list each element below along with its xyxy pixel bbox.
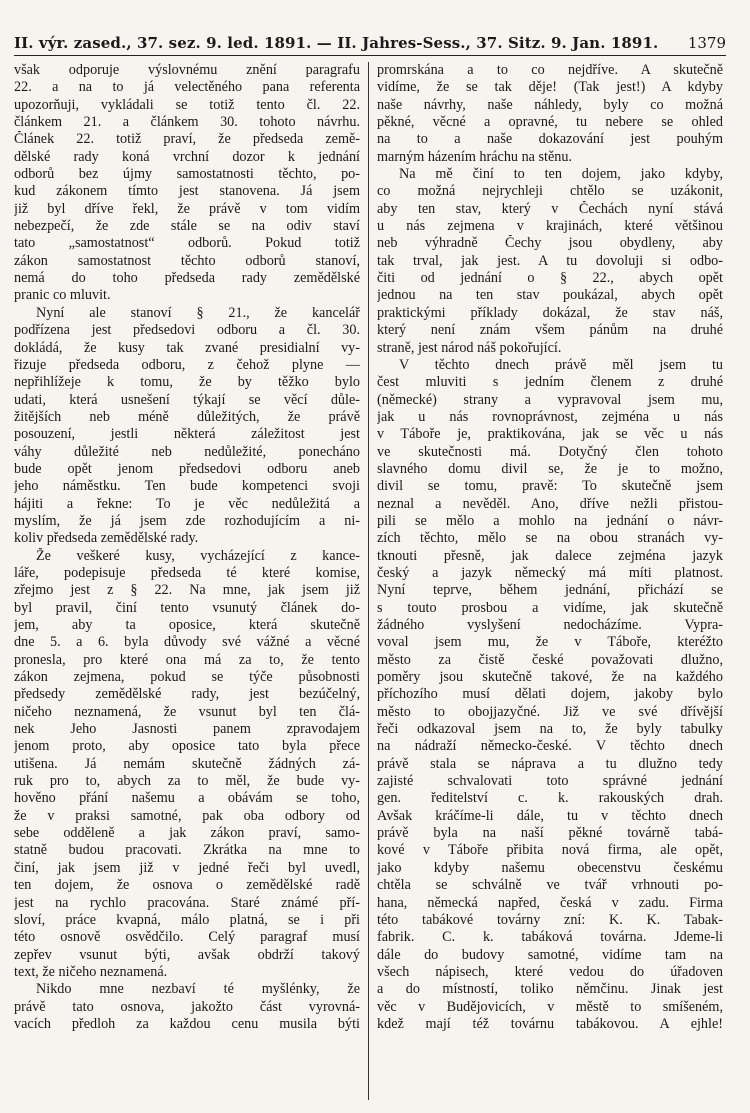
text-line: zích těchto, mělo se na obou stranách vy- <box>377 530 723 547</box>
text-line: slavného domu divil se, že je to možno, <box>377 460 723 477</box>
text-line: na nádraží německo-české. V těchto dnech <box>377 738 723 755</box>
text-line: že v praksi samotné, pak oba odbory od <box>14 807 360 824</box>
text-line: láře, podepisuje předseda té které komise, <box>14 564 360 581</box>
text-line: jednou na ten stav poukázal, abych opět <box>377 287 723 304</box>
text-line: odborů bez újmy samostatnosti těchto, po- <box>14 166 360 183</box>
text-line: pranic co mluvit. <box>14 287 111 304</box>
text-line: předsedy zemědělské rady, jest bezúčelný, <box>14 686 360 703</box>
text-line: fabrik. C. k. tabáková továrna. Jdeme-li <box>377 929 723 946</box>
text-line: Avšak kráčíme-li dále, tu v těchto dnech <box>377 807 723 824</box>
text-line: město za čistě české považovati dlužno, <box>377 651 723 668</box>
text-line: jenom proto, aby oposice tato byla přece <box>14 738 360 755</box>
text-line: město to obojjazyčné. Již ve své dřívější <box>377 703 723 720</box>
text-line: tak trval, jak jest. A tu dovoluji si odbo- <box>377 252 723 269</box>
text-line: v Táboře je, praktikována, jak se věc u nás <box>377 426 723 443</box>
text-line: gen. ředitelství c. k. rakouských drah. <box>377 790 723 807</box>
text-line: Nikdo mne nezbaví té myšlénky, že <box>36 981 360 998</box>
page-header <box>14 22 726 56</box>
text-line: utišena. Já nemám skutečně žádných zá- <box>14 755 360 772</box>
text-line: promrskána a to co nejdříve. A skutečně <box>377 62 723 78</box>
text-line: tknouti přesně, jak dalece zejména jazyk <box>377 547 723 564</box>
text-line: ničeho neznamená, že vsunut byl ten člá- <box>14 703 360 720</box>
text-line: již byl dříve řekl, že právě v tom vidím <box>14 200 360 217</box>
text-line: marným házením hráchu na stěnu. <box>377 148 573 165</box>
text-line: žitějších neb méně důležitých, že právě <box>14 408 360 425</box>
text-line: nemá do toho předseda rady zemědělské <box>14 270 360 287</box>
text-line: nebezpečí, že zde stále se na odiv staví <box>14 218 360 235</box>
text-line: posouzení, jestli některá záležitost jest <box>14 426 360 443</box>
text-line: sebe odděleně a jak zákon praví, samo- <box>14 825 360 842</box>
text-line: vidíme, že se tak děje! (Tak jest!) A kdyby <box>377 79 723 96</box>
text-line: řizuje předseda odboru, z čehož plyne — <box>14 356 360 373</box>
text-line: Nyní ale stanoví § 21., že kancelář <box>36 304 360 321</box>
text-line: poměry jsou skutečně takové, že na každého <box>377 669 723 686</box>
text-line: čiti od jednání o § 22., abych opět <box>377 270 723 287</box>
text-line: dne 5. a 6. byla důvody své vážné a věcné <box>14 634 360 651</box>
text-line: nepřihlížeje k tomu, že by těžko bylo <box>14 374 360 391</box>
text-line: co možná nejrychleji chtělo se uzákonit, <box>377 183 723 200</box>
text-line: podřízena jest předsedovi odboru a čl. 30. <box>14 322 360 339</box>
text-line: zákon zejmena, pokud se týče působnosti <box>14 669 360 686</box>
text-line: však odporuje výslovnému znění paragrafu <box>14 62 360 78</box>
text-line: s touto prosbou a vidíme, jak skutečně <box>377 599 723 616</box>
page-number: 1379 <box>687 34 726 52</box>
text-line: právě stala se náprava a tu dlužno tedy <box>377 755 723 772</box>
text-line: u nás zejmena v krajinách, které většinou <box>377 218 723 235</box>
text-line: této osnově osvědčilo. Celý paragraf musí <box>14 929 360 946</box>
text-line: upozorňuji, vykládali se totiž tento čl. 22. <box>14 96 360 113</box>
text-line: jem, aby ta oposice, která skutečně <box>14 617 360 633</box>
text-line: ve skutečnosti má. Dotyčný člen tohoto <box>377 443 723 460</box>
text-line: chtěla se schválně ve tvář vrhnouti po- <box>377 877 723 894</box>
text-columns <box>14 62 732 1104</box>
text-line: divil se tomu, pravě: To skutečně jsem <box>377 478 723 495</box>
text-line: statně budou pracovati. Zkrátka na mne to <box>14 842 360 859</box>
running-head: II. výr. zased., 37. sez. 9. led. 1891. — II. Jahres-Sess., 37. Sitz. 9. Jan. 1891. <box>14 34 659 52</box>
right-column <box>369 62 723 1100</box>
text-line: koliv předseda zemědělské rady. <box>14 530 199 547</box>
text-line: český a jazyk německý má míti platnost. <box>377 564 723 581</box>
text-line: udati, která usnešení týkají se věcí důle- <box>14 391 360 408</box>
text-line: V těchto dnech právě měl jsem tu <box>399 356 723 373</box>
text-line: kud zákonem tímto jest stanovena. Já jsem <box>14 183 360 200</box>
text-line: zřejmo jest z § 22. Na mne, jak jsem již <box>14 582 360 599</box>
text-line: neb výhradně Čechy jsou obydleny, aby <box>377 235 723 252</box>
text-line: kové v Táboře přibita nová firma, ale opět, <box>377 842 723 859</box>
left-column <box>14 62 368 1100</box>
text-line: myslím, že já jsem zde rozhodujícím a ni- <box>14 512 360 529</box>
text-line: text, že ničeho neznamená. <box>14 963 168 980</box>
text-line: právě tato osnova, jakožto část vyrovná- <box>14 998 360 1015</box>
text-line: 22. a na to já velectěného pana referenta <box>14 79 360 96</box>
text-line: zepřev vsunut býti, avšak obdrží takový <box>14 946 360 963</box>
text-line: na to a naše dokazování jest pouhým <box>377 131 723 148</box>
text-line: řeči odkazoval jsem na to, že byly tabulky <box>377 721 723 738</box>
text-line: jest na rychlo pracována. Staré známé pří- <box>14 894 360 911</box>
text-line: hana, německá napřed, česká v zadu. Firma <box>377 894 723 911</box>
text-line: hověno přání našemu a obávám se toho, <box>14 790 360 807</box>
text-line: a do místností, toliko němčinu. Jinak jest <box>377 981 723 998</box>
text-line: příchozího musí dělati dojem, jakoby bylo <box>377 686 723 703</box>
text-line: Na mě činí to ten dojem, jako kdyby, <box>399 166 723 183</box>
text-line: zajisté schvalovati toto správné jednání <box>377 773 723 790</box>
text-line: vacích předloh za každou cenu musila býti <box>14 1015 360 1032</box>
text-line: této tabákové továrny zní: K. K. Tabak- <box>377 911 723 928</box>
text-line: sloví, práce kvapná, málo platná, se i při <box>14 911 360 928</box>
text-line: Článek 22. totiž praví, že předseda země- <box>14 131 360 148</box>
text-line: ten dojem, že osnova o zemědělské radě <box>14 877 360 894</box>
text-line: (německé) strany a vypravoval jsem mu, <box>377 391 723 408</box>
text-line: pěkné, věcné a opravné, tu nebere se ohled <box>377 114 723 131</box>
text-line: byl pravil, činí tento vsunutý článek do- <box>14 599 360 616</box>
text-line: dále do budovy samotné, vidíme tam na <box>377 946 723 963</box>
text-line: Že veškeré kusy, vycházející z kance- <box>36 547 360 564</box>
text-line: naše návrhy, naše náhledy, byly co možná <box>377 96 723 113</box>
text-line: pili se mělo a mohlo na jednání o návr- <box>377 512 723 529</box>
text-line: praktickými příklady dokázal, že stav náš, <box>377 304 723 321</box>
text-line: neznal a nevěděl. Ano, dříve nežli přistou- <box>377 495 723 512</box>
text-line: voval jsem mu, že v Táboře, kteréžto <box>377 634 723 651</box>
text-line: bude opět jenom předsedovi odboru aneb <box>14 460 360 477</box>
text-line: straně, jest národ náš pokořující. <box>377 339 562 356</box>
text-line: žádného vyslyšení nedocházíme. Vypra- <box>377 617 723 633</box>
text-line: právě byla na naší pěkné továrně tabá- <box>377 825 723 842</box>
text-line: jeho náměstku. Ten bude kompetenci svoji <box>14 478 360 495</box>
text-line: tato „samostatnost“ odborů. Pokud totiž <box>14 235 360 252</box>
text-line: jak u nás rovnoprávnost, zejména u nás <box>377 408 723 425</box>
text-line: zákon samostatnost těchto odborů stanoví, <box>14 252 360 269</box>
text-line: aby ten stav, který v Čechách nyní stává <box>377 200 723 217</box>
text-line: dělské rady koná vrchní dozor k jednání <box>14 148 360 165</box>
text-line: pronesla, pro které ona má za to, že tento <box>14 651 360 668</box>
text-line: všech nápisech, které vedou do úřadoven <box>377 963 723 980</box>
text-line: článkem 21. a článkem 30. tohoto návrhu. <box>14 114 360 131</box>
text-line: činí, jak jsem již v jedné řeči byl uvedl, <box>14 859 360 876</box>
text-line: váhy důležité neb nedůležité, ponecháno <box>14 443 360 460</box>
text-line: jako kdyby našemu obecenstvu českému <box>377 859 723 876</box>
text-line: hájiti a řekne: To je věc nedůležitá a <box>14 495 360 512</box>
text-line: ruk pro to, abych za to měl, že bude vy- <box>14 773 360 790</box>
text-line: čest mluviti s jedním členem z druhé <box>377 374 723 391</box>
text-line: Nyní teprve, během jednání, přichází se <box>377 582 723 599</box>
text-line: věc v Budějovicích, v městě to smíšeném, <box>377 998 723 1015</box>
text-line: dokládá, že kusy tak zvané presidialní vy- <box>14 339 360 356</box>
text-line: nek Jeho Jasnosti panem zpravodajem <box>14 721 360 738</box>
text-line: který není znám všem pánům na druhé <box>377 322 723 339</box>
text-line: kdež mají též továrnu tabákovou. A ejhle! <box>377 1015 723 1032</box>
